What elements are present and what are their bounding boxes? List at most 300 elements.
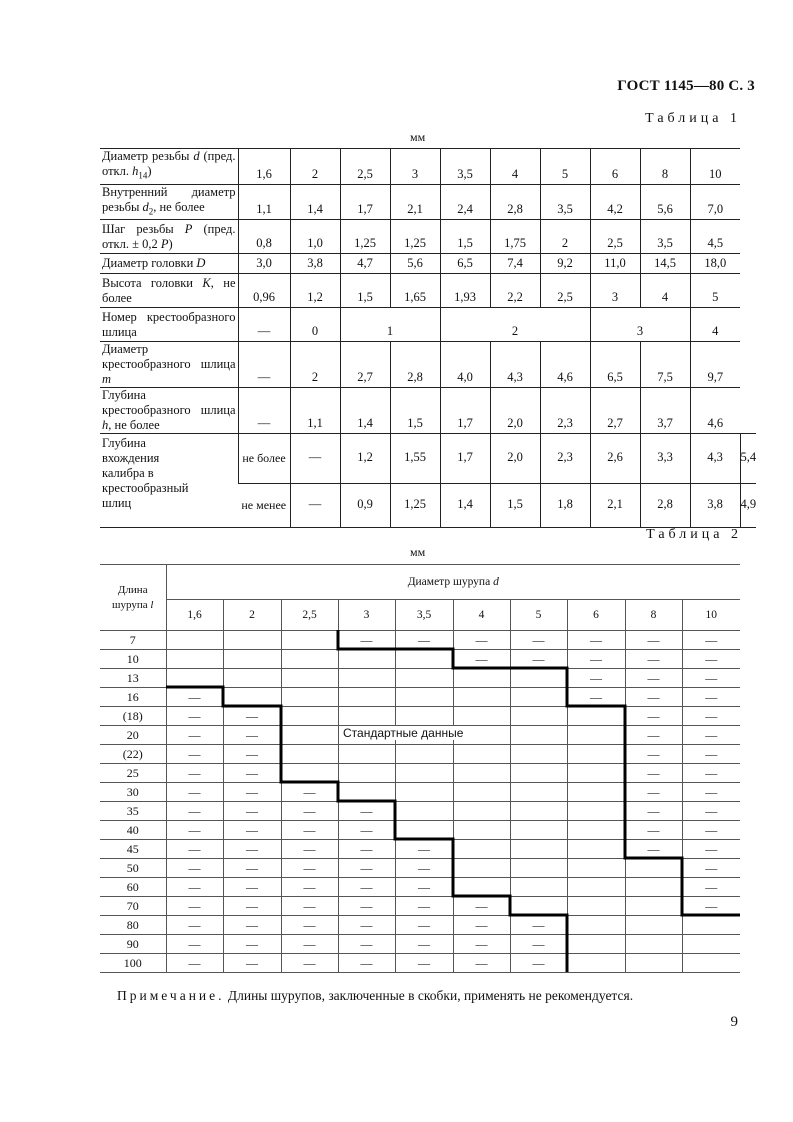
table1-cell: 1,6 bbox=[238, 149, 290, 185]
table1-cell: 2,4 bbox=[440, 184, 490, 220]
length-cell: (22) bbox=[100, 745, 166, 764]
table2-row bbox=[100, 631, 740, 650]
table2-cell bbox=[453, 764, 510, 783]
table1-cell: 1,7 bbox=[440, 388, 490, 434]
table2-cell: — bbox=[682, 897, 740, 916]
diameter-cell: 5 bbox=[510, 600, 567, 631]
table2-cell: — bbox=[223, 897, 281, 916]
table1-cell: 4,5 bbox=[690, 220, 740, 254]
table1-cell: 1,1 bbox=[238, 184, 290, 220]
table1-cell: 2,7 bbox=[340, 342, 390, 388]
table1-row-label: Диаметр крестообразного шлица m bbox=[100, 342, 238, 388]
table1-row-label: Диаметр резьбы d (пред. откл. $h_{14}$) bbox=[100, 149, 238, 185]
table2-cell bbox=[166, 650, 223, 669]
table1-row-label: Глубина крестообразного шлица h, не более bbox=[100, 388, 238, 434]
table2-cell: — bbox=[338, 878, 395, 897]
table1-cell: 2,8 bbox=[640, 484, 690, 528]
table2-cell bbox=[510, 745, 567, 764]
table1-row bbox=[100, 220, 756, 254]
table1-cell: 3,8 bbox=[690, 484, 740, 528]
table2-wrapper bbox=[100, 564, 740, 973]
table2-cell: — bbox=[510, 954, 567, 973]
table2-cell bbox=[166, 669, 223, 688]
table2-cell: — bbox=[223, 764, 281, 783]
table1-cell: — bbox=[238, 308, 290, 342]
table2-cell bbox=[567, 878, 625, 897]
table2-cell: — bbox=[625, 669, 682, 688]
table1-caption: Таблица 1 bbox=[645, 111, 741, 126]
table2-cell bbox=[338, 688, 395, 707]
table2-cell: — bbox=[166, 802, 223, 821]
table1-row bbox=[100, 434, 756, 484]
table1-cell: 1,4 bbox=[340, 388, 390, 434]
diameter-cell: 1,6 bbox=[166, 600, 223, 631]
table2-cell: — bbox=[395, 954, 453, 973]
table2-cell bbox=[567, 916, 625, 935]
table1-cell: 4 bbox=[490, 149, 540, 185]
table2-cell: — bbox=[453, 954, 510, 973]
table1-unit: мм bbox=[410, 130, 426, 144]
table1-cell: 1,75 bbox=[490, 220, 540, 254]
table2-cell: — bbox=[682, 840, 740, 859]
table2-cell bbox=[510, 878, 567, 897]
table2-cell bbox=[281, 745, 338, 764]
table1-cell: 3,7 bbox=[640, 388, 690, 434]
table2-cell: — bbox=[281, 840, 338, 859]
table2-cell bbox=[567, 783, 625, 802]
table2-cell: — bbox=[395, 840, 453, 859]
diameter-cell: 2 bbox=[223, 600, 281, 631]
table1-cell: — bbox=[290, 434, 340, 484]
table2-cell: — bbox=[682, 821, 740, 840]
table2-row bbox=[100, 821, 740, 840]
table2-cell bbox=[395, 821, 453, 840]
table2-cell: — bbox=[338, 840, 395, 859]
table2-row bbox=[100, 764, 740, 783]
length-cell: 30 bbox=[100, 783, 166, 802]
table2-cell: — bbox=[223, 954, 281, 973]
table2-cell: — bbox=[682, 707, 740, 726]
table2-cell bbox=[567, 726, 625, 745]
table2-cell bbox=[510, 726, 567, 745]
table2-cell bbox=[166, 631, 223, 650]
table1-cell: 3,5 bbox=[540, 184, 590, 220]
table1-cell: — bbox=[238, 388, 290, 434]
table2-cell bbox=[682, 954, 740, 973]
table1-cell: 9,7 bbox=[690, 342, 740, 388]
table2-row bbox=[100, 954, 740, 973]
table1-cell: — bbox=[238, 342, 290, 388]
table2-cell bbox=[567, 745, 625, 764]
table2-cell: — bbox=[395, 878, 453, 897]
table2-cell bbox=[453, 669, 510, 688]
note-text: Длины шурупов, заключенные в скобки, применять не рекомендуется. bbox=[224, 988, 634, 1003]
table1-cell: 2 bbox=[540, 220, 590, 254]
table1-cell: 3 bbox=[590, 308, 690, 342]
length-cell: 20 bbox=[100, 726, 166, 745]
table1-cell: 4,2 bbox=[590, 184, 640, 220]
table1-cell: 2,1 bbox=[390, 184, 440, 220]
table2-cell bbox=[567, 764, 625, 783]
table2-cell bbox=[338, 669, 395, 688]
table1-cell: 4,9 bbox=[740, 484, 756, 528]
table2-cell: — bbox=[338, 802, 395, 821]
table1-row bbox=[100, 308, 756, 342]
table1-cell: 3 bbox=[390, 149, 440, 185]
table2-cell: — bbox=[223, 935, 281, 954]
table2-cell bbox=[453, 859, 510, 878]
table2-cell bbox=[453, 802, 510, 821]
diameter-cell: 10 bbox=[682, 600, 740, 631]
table2-cell: — bbox=[682, 726, 740, 745]
table2-cell: — bbox=[223, 783, 281, 802]
table2-cell: — bbox=[338, 897, 395, 916]
table1-cell: 5,6 bbox=[640, 184, 690, 220]
table2-cell bbox=[510, 840, 567, 859]
table2-cell: — bbox=[682, 802, 740, 821]
length-cell: 10 bbox=[100, 650, 166, 669]
table2-cell: — bbox=[281, 878, 338, 897]
table2-cell bbox=[395, 650, 453, 669]
table1-cell: 1,1 bbox=[290, 388, 340, 434]
table2-cell: — bbox=[281, 897, 338, 916]
gauge-depth-text: Глубина вхождения калибра в крестообразный шлиц bbox=[102, 436, 189, 510]
table1-cell: 3 bbox=[590, 274, 640, 308]
table1-row bbox=[100, 274, 756, 308]
table1-cell: 3,5 bbox=[440, 149, 490, 185]
table2 bbox=[100, 564, 740, 973]
table2-cell bbox=[281, 650, 338, 669]
diameter-header: Диаметр шурупа d bbox=[166, 565, 740, 600]
table1-cell: 1,7 bbox=[340, 184, 390, 220]
diameter-cell: 3 bbox=[338, 600, 395, 631]
table2-cell bbox=[453, 688, 510, 707]
length-cell: 70 bbox=[100, 897, 166, 916]
table2-cell: — bbox=[682, 878, 740, 897]
table2-cell: — bbox=[567, 631, 625, 650]
table2-cell bbox=[567, 954, 625, 973]
table2-cell: — bbox=[682, 650, 740, 669]
table2-cell: — bbox=[625, 745, 682, 764]
table2-cell: — bbox=[682, 859, 740, 878]
table2-cell: — bbox=[166, 707, 223, 726]
diameter-cell: 2,5 bbox=[281, 600, 338, 631]
table-note bbox=[117, 988, 633, 1004]
table2-row bbox=[100, 916, 740, 935]
table2-cell: — bbox=[682, 745, 740, 764]
table1-cell: 5 bbox=[690, 274, 740, 308]
table2-cell bbox=[281, 631, 338, 650]
table2-row bbox=[100, 650, 740, 669]
table1-cell: 2,8 bbox=[390, 342, 440, 388]
table2-cell: — bbox=[510, 916, 567, 935]
table2-cell: — bbox=[625, 688, 682, 707]
table1-cell: 7,5 bbox=[640, 342, 690, 388]
table1-cell: 2 bbox=[440, 308, 590, 342]
table2-cell: — bbox=[223, 821, 281, 840]
table2-cell: — bbox=[510, 650, 567, 669]
table1-cell: 2,5 bbox=[590, 220, 640, 254]
table2-cell bbox=[510, 783, 567, 802]
length-cell: 13 bbox=[100, 669, 166, 688]
table1-cell: 4,6 bbox=[540, 342, 590, 388]
table2-cell: — bbox=[166, 859, 223, 878]
table2-row bbox=[100, 707, 740, 726]
table2-cell bbox=[625, 935, 682, 954]
table1-cell: 5,4 bbox=[740, 434, 756, 484]
diameter-cell: 6 bbox=[567, 600, 625, 631]
table2-cell: — bbox=[223, 745, 281, 764]
table1-row-label: Шаг резьбы P (пред. откл. ± 0,2 P) bbox=[100, 220, 238, 254]
table2-cell: — bbox=[281, 954, 338, 973]
table2-cell bbox=[453, 840, 510, 859]
table2-cell: — bbox=[510, 935, 567, 954]
table1-cell: 0,96 bbox=[238, 274, 290, 308]
table2-cell: — bbox=[567, 688, 625, 707]
table2-cell bbox=[625, 859, 682, 878]
table2-cell bbox=[223, 688, 281, 707]
table2-cell: — bbox=[682, 631, 740, 650]
table1-cell: 1,8 bbox=[540, 484, 590, 528]
length-cell: 90 bbox=[100, 935, 166, 954]
table1-cell: 4,0 bbox=[440, 342, 490, 388]
table1-cell: 0 bbox=[290, 308, 340, 342]
table1-row-label: Диаметр головки D bbox=[100, 254, 238, 274]
page-number: 9 bbox=[730, 1014, 738, 1030]
table1-cell: 1,25 bbox=[340, 220, 390, 254]
table2-cell: — bbox=[625, 802, 682, 821]
table2-cell: — bbox=[223, 802, 281, 821]
table2-row bbox=[100, 802, 740, 821]
table2-cell: — bbox=[223, 840, 281, 859]
table2-cell bbox=[281, 707, 338, 726]
table2-cell: — bbox=[166, 840, 223, 859]
table2-cell bbox=[395, 707, 453, 726]
table2-cell: — bbox=[682, 783, 740, 802]
table2-cell bbox=[567, 935, 625, 954]
table2-cell bbox=[682, 916, 740, 935]
length-cell: 50 bbox=[100, 859, 166, 878]
table1-cell: 14,5 bbox=[640, 254, 690, 274]
diameter-cell: 3,5 bbox=[395, 600, 453, 631]
table1-cell: 4,7 bbox=[340, 254, 390, 274]
table2-cell: — bbox=[166, 764, 223, 783]
length-cell: 100 bbox=[100, 954, 166, 973]
table2-cell: — bbox=[281, 802, 338, 821]
table2-unit: мм bbox=[410, 545, 426, 559]
table2-cell: — bbox=[166, 878, 223, 897]
table2-cell: — bbox=[223, 707, 281, 726]
table2-cell bbox=[453, 783, 510, 802]
table1-cell: 1,2 bbox=[340, 434, 390, 484]
table2-cell bbox=[281, 688, 338, 707]
table2-cell: — bbox=[281, 821, 338, 840]
table2-cell bbox=[625, 916, 682, 935]
table2-cell bbox=[395, 802, 453, 821]
table2-cell bbox=[567, 707, 625, 726]
table1-cell: 4 bbox=[690, 308, 740, 342]
table2-cell bbox=[453, 745, 510, 764]
table2-cell: — bbox=[453, 650, 510, 669]
table1-cell: 4 bbox=[640, 274, 690, 308]
table1-cell: 1,2 bbox=[290, 274, 340, 308]
table2-cell bbox=[567, 802, 625, 821]
table2-cell: — bbox=[453, 916, 510, 935]
table1-cell: 3,5 bbox=[640, 220, 690, 254]
table2-cell bbox=[395, 783, 453, 802]
table1-cell: 2,2 bbox=[490, 274, 540, 308]
table1-cell: 2 bbox=[290, 149, 340, 185]
table2-cell: — bbox=[281, 916, 338, 935]
table2-cell bbox=[625, 954, 682, 973]
table1-cell: 2,0 bbox=[490, 434, 540, 484]
table2-cell bbox=[510, 764, 567, 783]
table1-cell: 2,5 bbox=[340, 149, 390, 185]
table2-cell bbox=[682, 935, 740, 954]
table2-cell bbox=[567, 859, 625, 878]
table1-cell: 2,0 bbox=[490, 388, 540, 434]
table2-cell bbox=[510, 859, 567, 878]
table1-cell: 1,25 bbox=[390, 484, 440, 528]
length-cell: 45 bbox=[100, 840, 166, 859]
table1-cell: 2,3 bbox=[540, 388, 590, 434]
table2-cell bbox=[453, 707, 510, 726]
length-cell: 40 bbox=[100, 821, 166, 840]
table1-cell: — bbox=[290, 484, 340, 528]
table1-cell: 1,4 bbox=[290, 184, 340, 220]
table2-cell: — bbox=[166, 954, 223, 973]
table2-cell: — bbox=[453, 897, 510, 916]
table2-cell: — bbox=[682, 688, 740, 707]
table1-cell: 10 bbox=[690, 149, 740, 185]
table1-cell: 1,93 bbox=[440, 274, 490, 308]
diameter-cell: 8 bbox=[625, 600, 682, 631]
length-cell: 60 bbox=[100, 878, 166, 897]
table1-cell: 5,6 bbox=[390, 254, 440, 274]
table1-cell: 7,4 bbox=[490, 254, 540, 274]
table1-cell: 5 bbox=[540, 149, 590, 185]
table1-row-label: Внутренний диаметр резьбы $d_2$, не более bbox=[100, 184, 238, 220]
table2-row bbox=[100, 688, 740, 707]
table1-cell: 4,3 bbox=[490, 342, 540, 388]
table2-cell bbox=[223, 650, 281, 669]
length-cell: 16 bbox=[100, 688, 166, 707]
standard-data-label: Стандартные данные bbox=[340, 726, 466, 740]
table1-cell: 0,9 bbox=[340, 484, 390, 528]
table2-cell bbox=[510, 821, 567, 840]
table2-cell bbox=[281, 669, 338, 688]
table2-cell: — bbox=[166, 916, 223, 935]
table2-cell bbox=[395, 688, 453, 707]
table1-cell: 2,6 bbox=[590, 434, 640, 484]
table1-cell: 1,4 bbox=[440, 484, 490, 528]
table2-cell: — bbox=[453, 631, 510, 650]
table2-cell: — bbox=[625, 840, 682, 859]
table2-cell bbox=[510, 669, 567, 688]
gauge-depth-label bbox=[100, 434, 238, 528]
table2-cell: — bbox=[510, 631, 567, 650]
table2-cell: — bbox=[625, 631, 682, 650]
length-cell: 25 bbox=[100, 764, 166, 783]
table1-cell: 7,0 bbox=[690, 184, 740, 220]
table1-cell: 3,3 bbox=[640, 434, 690, 484]
table2-cell bbox=[223, 631, 281, 650]
table1-cell: 3,8 bbox=[290, 254, 340, 274]
table2-cell bbox=[223, 669, 281, 688]
table1-cell: 1,5 bbox=[340, 274, 390, 308]
table2-cell bbox=[281, 726, 338, 745]
table2-cell bbox=[395, 669, 453, 688]
table1-row bbox=[100, 342, 756, 388]
table1-cell: 1,5 bbox=[440, 220, 490, 254]
table2-cell bbox=[395, 764, 453, 783]
table2-header-row bbox=[100, 565, 740, 600]
table1-cell: 1,65 bbox=[390, 274, 440, 308]
table1-row bbox=[100, 388, 756, 434]
diameter-cell: 4 bbox=[453, 600, 510, 631]
table1-cell: 1,0 bbox=[290, 220, 340, 254]
table1-cell: 1 bbox=[340, 308, 440, 342]
table2-cell bbox=[453, 878, 510, 897]
table2-row bbox=[100, 669, 740, 688]
table1-cell: 2,1 bbox=[590, 484, 640, 528]
table2-cell: — bbox=[682, 669, 740, 688]
table2-cell: — bbox=[338, 954, 395, 973]
table1-cell: 8 bbox=[640, 149, 690, 185]
table2-cell bbox=[510, 802, 567, 821]
table2-cell bbox=[510, 688, 567, 707]
table2-cell: — bbox=[395, 631, 453, 650]
length-cell: (18) bbox=[100, 707, 166, 726]
table1-cell: 2,7 bbox=[590, 388, 640, 434]
table2-cell: — bbox=[338, 859, 395, 878]
table1-cell: 11,0 bbox=[590, 254, 640, 274]
table2-cell: — bbox=[338, 821, 395, 840]
table2-cell: — bbox=[338, 916, 395, 935]
table1-cell: 6,5 bbox=[590, 342, 640, 388]
table2-cell: — bbox=[625, 707, 682, 726]
table2-cell bbox=[510, 897, 567, 916]
table2-row bbox=[100, 878, 740, 897]
table2-cell: — bbox=[625, 783, 682, 802]
table2-row bbox=[100, 745, 740, 764]
table2-row bbox=[100, 859, 740, 878]
table2-cell: — bbox=[395, 916, 453, 935]
table2-cell: — bbox=[567, 669, 625, 688]
table1-cell: 1,25 bbox=[390, 220, 440, 254]
table2-cell: — bbox=[625, 650, 682, 669]
table2-cell: — bbox=[166, 935, 223, 954]
table2-cell: — bbox=[567, 650, 625, 669]
table2-row bbox=[100, 783, 740, 802]
table1-cell: 18,0 bbox=[690, 254, 740, 274]
table2-cell bbox=[567, 897, 625, 916]
table1-cell: 2,8 bbox=[490, 184, 540, 220]
table2-cell: — bbox=[281, 859, 338, 878]
table2-cell: — bbox=[166, 688, 223, 707]
table2-cell: — bbox=[395, 935, 453, 954]
length-cell: 35 bbox=[100, 802, 166, 821]
table2-caption: Таблица 2 bbox=[646, 527, 742, 542]
table2-cell bbox=[453, 821, 510, 840]
table1-row bbox=[100, 149, 756, 185]
table1-row bbox=[100, 254, 756, 274]
table2-cell bbox=[338, 707, 395, 726]
table1-cell: 4,6 bbox=[690, 388, 740, 434]
table2-cell bbox=[338, 650, 395, 669]
document-header: ГОСТ 1145—80 С. 3 bbox=[617, 78, 755, 94]
table2-cell: — bbox=[281, 935, 338, 954]
